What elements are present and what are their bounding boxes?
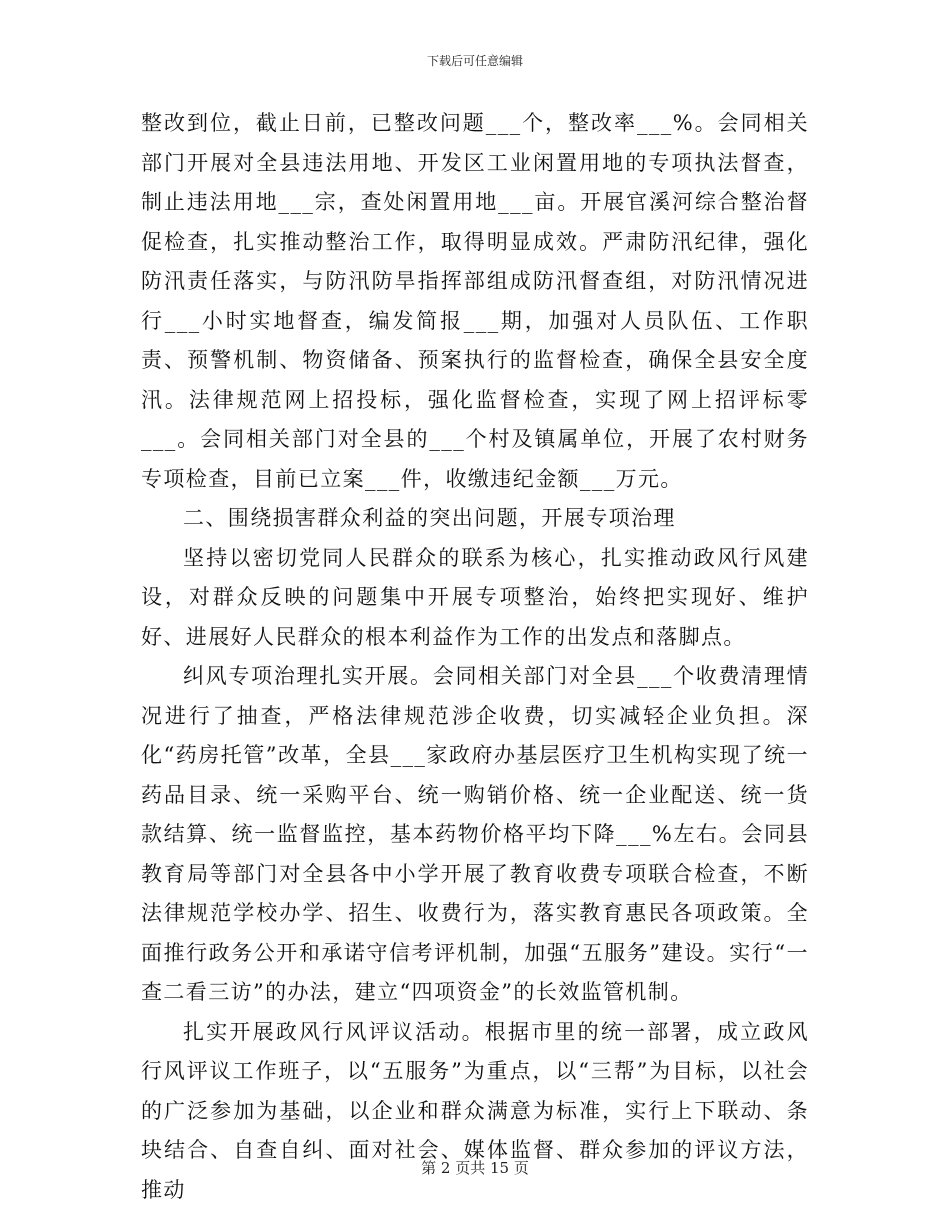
section-heading: 二、围绕损害群众利益的突出问题，开展专项治理	[183, 506, 676, 530]
paragraph: 纠风专项治理扎实开展。会同相关部门对全县___个收费清理情况进行了抽查，严格法律规范涉企收费，切实减轻企业负担。深化“药房托管”改革，全县___家政府办基层医疗卫生机构实现了统一药品目录、统一采购平台、统一购销价格、统一企业配送、统一货款结算、统一监督监控，基本药物价格平均下降___%左右。会同县教育局等部门对全县各中小学开展了教育收费专项联合检查，不断法律规范学校办学、招生、收费行为，落实教育惠民各项政策。全面推行政务公开和承诺守信考评机制，加强“五服务”建设。实行“一查二看三访”的办法，建立“四项资金”的长效监管机制。	[141, 664, 809, 1004]
paragraph: 整改到位，截止日前，已整改问题___个，整改率___%。会同相关部门开展对全县违法用地、开发区工业闲置用地的专项执法督查，制止违法用地___宗，查处闲置用地___亩。开展官溪河综合整治督促检查，扎实推动整治工作，取得明显成效。严肃防汛纪律，强化防汛责任落实，与防汛防旱指挥部组成防汛督查组，对防汛情况进行___小时实地督查，编发简报___期，加强对人员队伍、工作职责、预警机制、物资储备、预案执行的监督检查，确保全县安全度汛。法律规范网上招投标，强化监督检查，实现了网上招评标零___。会同相关部门对全县的___个村及镇属单位，开展了农村财务专项检查，目前已立案___件，收缴违纪金额___万元。	[141, 111, 809, 491]
paragraph: 扎实开展政风行风评议活动。根据市里的统一部署，成立政风行风评议工作班子，以“五服务”为重点，以“三帮”为目标，以社会的广泛参加为基础，以企业和群众满意为标准，实行上下联动、条块结合、自查自纠、面对社会、媒体监督、群众参加的评议方法，推动	[141, 1019, 809, 1202]
document-body	[141, 104, 809, 1210]
page-header: 下载后可任意编辑	[426, 54, 523, 68]
page-footer: 第 2 页共 15 页	[421, 1159, 529, 1177]
paragraph: 坚持以密切党同人民群众的联系为核心，扎实推动政风行风建设，对群众反映的问题集中开展专项整治，始终把实现好、维护好、进展好人民群众的根本利益作为工作的出发点和落脚点。	[141, 545, 809, 649]
